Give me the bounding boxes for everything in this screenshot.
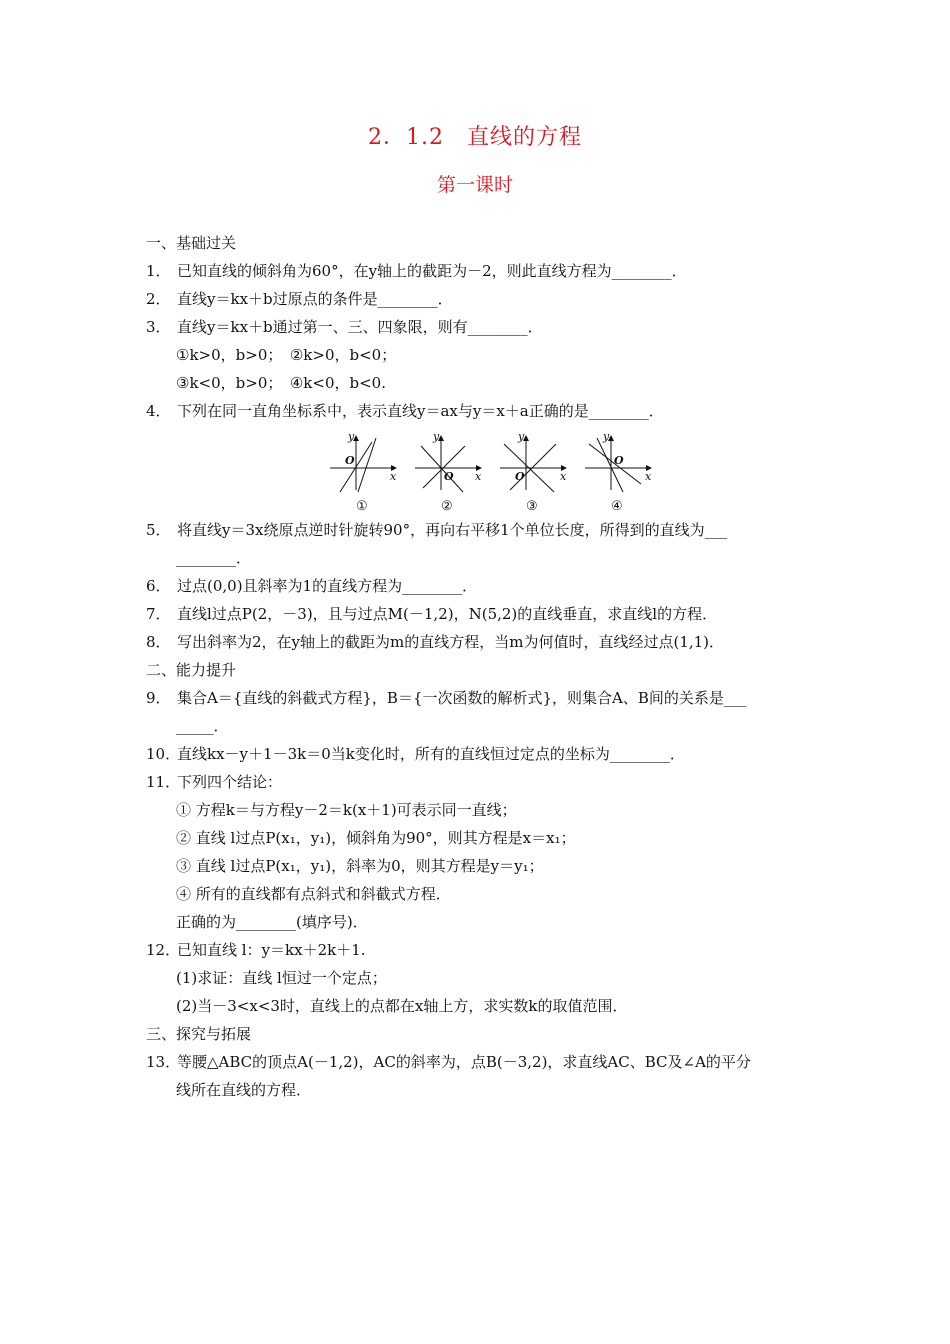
question-5 bbox=[146, 520, 727, 540]
question-number: 8． bbox=[146, 633, 171, 651]
x-axis-label: x bbox=[560, 470, 567, 483]
question-11-claim-2: ② 直线 l过点P(x₁，y₁)，倾斜角为90°，则其方程是x＝x₁； bbox=[176, 829, 576, 847]
section-heading-explore: 三、探究与拓展 bbox=[146, 1025, 252, 1043]
question-text: 将直线y＝3x绕原点逆时针旋转90°，再向右平移1个单位长度，所得到的直线为___ bbox=[177, 521, 728, 539]
question-text: 直线l过点P(2，－3)，且与过点M(－1,2)，N(5,2)的直线垂直，求直线l的方程． bbox=[177, 605, 718, 623]
x-axis-label: x bbox=[475, 470, 482, 483]
question-9-cont: _____． bbox=[176, 717, 229, 735]
question-3 bbox=[146, 317, 543, 337]
question-13 bbox=[146, 1052, 751, 1072]
question-text: 等腰△ABC的顶点A(－1,2)，AC的斜率为，点B(－3,2)，求直线AC、BC及∠A的平分 bbox=[177, 1053, 751, 1071]
question-number: 9． bbox=[146, 689, 171, 707]
question-text: 已知直线 l：y＝kx＋2k＋1. bbox=[177, 941, 366, 959]
question-text: 下列四个结论： bbox=[177, 773, 283, 791]
origin-label: O bbox=[515, 470, 525, 483]
y-axis-label: y bbox=[433, 430, 440, 443]
question-number: 4． bbox=[146, 402, 171, 420]
question-12 bbox=[146, 940, 366, 960]
question-2 bbox=[146, 289, 453, 309]
question-text: 过点(0,0)且斜率为1的直线方程为________． bbox=[177, 577, 478, 595]
page-subtitle: 第一课时 bbox=[436, 174, 513, 196]
question-number: 13． bbox=[146, 1053, 181, 1071]
origin-label: O bbox=[614, 454, 624, 467]
question-number: 11． bbox=[146, 773, 181, 791]
question-number: 6． bbox=[146, 577, 171, 595]
x-axis-label: x bbox=[390, 470, 397, 483]
question-text: 直线y＝kx＋b过原点的条件是________． bbox=[177, 290, 453, 308]
question-3-options-b: ③k<0，b>0； ④k<0，b<0. bbox=[176, 374, 386, 392]
page-title: 2．1.2 直线的方程 bbox=[368, 125, 582, 150]
figure-label-3: ③ bbox=[526, 499, 538, 514]
figure-panel-4 bbox=[585, 430, 652, 514]
question-number: 12． bbox=[146, 941, 181, 959]
question-text: 集合A＝{直线的斜截式方程}，B＝{一次函数的解析式}，则集合A、B间的关系是___ bbox=[177, 689, 747, 707]
figure-label-1: ① bbox=[356, 499, 368, 514]
x-axis-label: x bbox=[645, 470, 652, 483]
question-number: 7． bbox=[146, 605, 171, 623]
question-9 bbox=[146, 688, 746, 708]
question-text: 直线y＝kx＋b通过第一、三、四象限，则有________． bbox=[177, 318, 543, 336]
y-axis-label: y bbox=[603, 430, 610, 443]
question-3-options-a: ①k>0，b>0； ②k>0，b<0； bbox=[176, 346, 397, 364]
question-4 bbox=[146, 401, 664, 421]
question-number: 3． bbox=[146, 318, 171, 336]
origin-label: O bbox=[345, 454, 355, 467]
question-11-claim-3: ③ 直线 l过点P(x₁，y₁)，斜率为0，则其方程是y＝y₁； bbox=[176, 857, 544, 875]
section-heading-basic: 一、基础过关 bbox=[146, 234, 237, 252]
figure-panel-2 bbox=[415, 430, 482, 514]
question-number: 1． bbox=[146, 262, 171, 280]
question-text: 下列在同一直角坐标系中，表示直线y＝ax与y＝x＋a正确的是________． bbox=[177, 402, 664, 420]
y-axis-label: y bbox=[348, 430, 355, 443]
question-12-part-1: (1)求证：直线 l恒过一个定点； bbox=[176, 969, 387, 987]
question-number: 2． bbox=[146, 290, 171, 308]
figure-panel-3 bbox=[500, 430, 567, 514]
question-7 bbox=[146, 604, 717, 624]
question-11-answer: 正确的为________(填序号)． bbox=[176, 913, 368, 931]
question-6 bbox=[146, 576, 477, 596]
question-11-claim-4: ④ 所有的直线都有点斜式和斜截式方程． bbox=[176, 885, 451, 903]
question-12-part-2: (2)当－3<x<3时，直线上的点都在x轴上方，求实数k的取值范围． bbox=[176, 997, 628, 1015]
question-10 bbox=[146, 744, 685, 764]
section-heading-ability: 二、能力提升 bbox=[146, 661, 237, 679]
question-number: 10． bbox=[146, 745, 181, 763]
question-text: 直线kx－y＋1－3k＝0当k变化时，所有的直线恒过定点的坐标为________． bbox=[177, 745, 685, 763]
question-8 bbox=[146, 632, 724, 652]
question-11-claim-1: ① 方程k＝与方程y－2＝k(x＋1)可表示同一直线； bbox=[176, 801, 517, 819]
figure-label-2: ② bbox=[441, 499, 453, 514]
question-11 bbox=[146, 772, 282, 792]
question-1 bbox=[146, 261, 687, 281]
question-5-cont: ________． bbox=[176, 549, 252, 567]
question-text: 已知直线的倾斜角为60°，在y轴上的截距为－2，则此直线方程为________． bbox=[177, 262, 687, 280]
figure-panel-1 bbox=[330, 430, 397, 514]
question-number: 5． bbox=[146, 521, 171, 539]
question-13-cont: 线所在直线的方程． bbox=[176, 1081, 312, 1099]
question-text: 写出斜率为2，在y轴上的截距为m的直线方程，当m为何值时，直线经过点(1,1)． bbox=[177, 633, 725, 651]
figure-label-4: ④ bbox=[611, 499, 623, 514]
coordinate-figures bbox=[328, 430, 663, 516]
origin-label: O bbox=[444, 470, 454, 483]
y-axis-label: y bbox=[518, 430, 525, 443]
